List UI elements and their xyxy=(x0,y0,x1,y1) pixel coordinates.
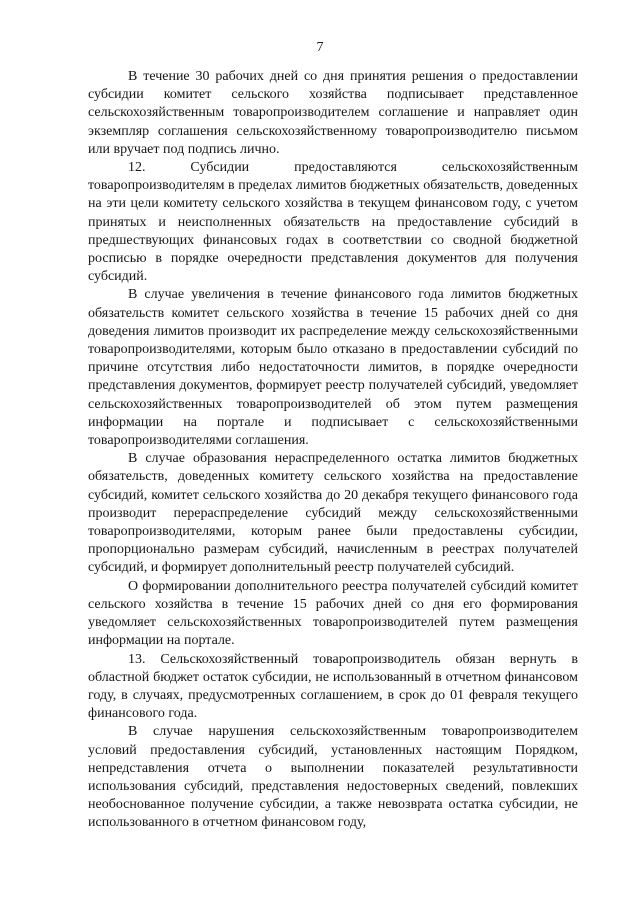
paragraph-clause-13: 13. Сельскохозяйственный товаропроизводитель обязан вернуть в областной бюджет остаток субсидии, не использованный в отчетном финансовом году, в случаях, предусмотренных соглашением, в срок до 01 февраля текущего финансового года. xyxy=(88,651,578,722)
paragraph-limit-increase: В случае увеличения в течение финансового года лимитов бюджетных обязательств комитет сельского хозяйства в течение 15 рабочих дней со дня доведения лимитов производит их распределение между сельскохозяйственными товаропроизводителями, которым было отказано в предоставлении субсидий по причине отсутствия либо недостаточности лимитов, в порядке очередности представления документов, формирует реестр получателей субсидий, уведомляет сельскохозяйственных товаропроизводителей об этом путем размещения информации на портале и подписывает с сельскохозяйственными товаропроизводителями соглашения. xyxy=(88,287,578,449)
paragraph-violation-conditions: В случае нарушения сельскохозяйственным товаропроизводителем условий предоставления субсидий, установленных настоящим Порядком, непредставления отчета о выполнении показателей результативности использования субсидий, представления недостоверных сведений, повлекших необоснованное получение субсидии, а также невозврата остатка субсидии, не использованного в отчетном финансовом году, xyxy=(88,724,578,831)
paragraph-unallocated-balance: В случае образования нераспределенного остатка лимитов бюджетных обязательств, доведенных комитету сельского хозяйства на предоставление субсидий, комитет сельского хозяйства до 20 декабря текущего финансового года производит перераспределение субсидий между сельскохозяйственными товаропроизводителями, которым ранее были предоставлены субсидии, пропорционально размерам субсидий, начисленным в реестрах получателей субсидий, и формирует дополнительный реестр получателей субсидий. xyxy=(88,451,578,576)
paragraph-signing-agreement: В течение 30 рабочих дней со дня принятия решения о предоставлении субсидии комитет сельского хозяйства подписывает представленное сельскохозяйственным товаропроизводителем соглашение и направляет один экземпляр соглашения сельскохозяйственному товаропроизводителю письмом или вручает под подпись лично. xyxy=(88,69,578,157)
paragraph-clause-12: 12. Субсидии предоставляются сельскохозяйственным товаропроизводителям в пределах лимитов бюджетных обязательств, доведенных на эти цели комитету сельского хозяйства в текущем финансовом году, с учетом принятых и неисполненных обязательств на предоставление субсидий в предшествующих финансовых годах в соответствии со сводной бюджетной росписью в порядке очередности представления документов для получения субсидий. xyxy=(88,160,578,285)
paragraph-additional-registry: О формировании дополнительного реестра получателей субсидий комитет сельского хозяйства в течение 15 рабочих дней со дня его формирования уведомляет сельскохозяйственных товаропроизводителей путем размещения информации на портале. xyxy=(88,578,578,649)
page-number: 7 xyxy=(316,40,324,55)
document-body xyxy=(88,68,578,833)
